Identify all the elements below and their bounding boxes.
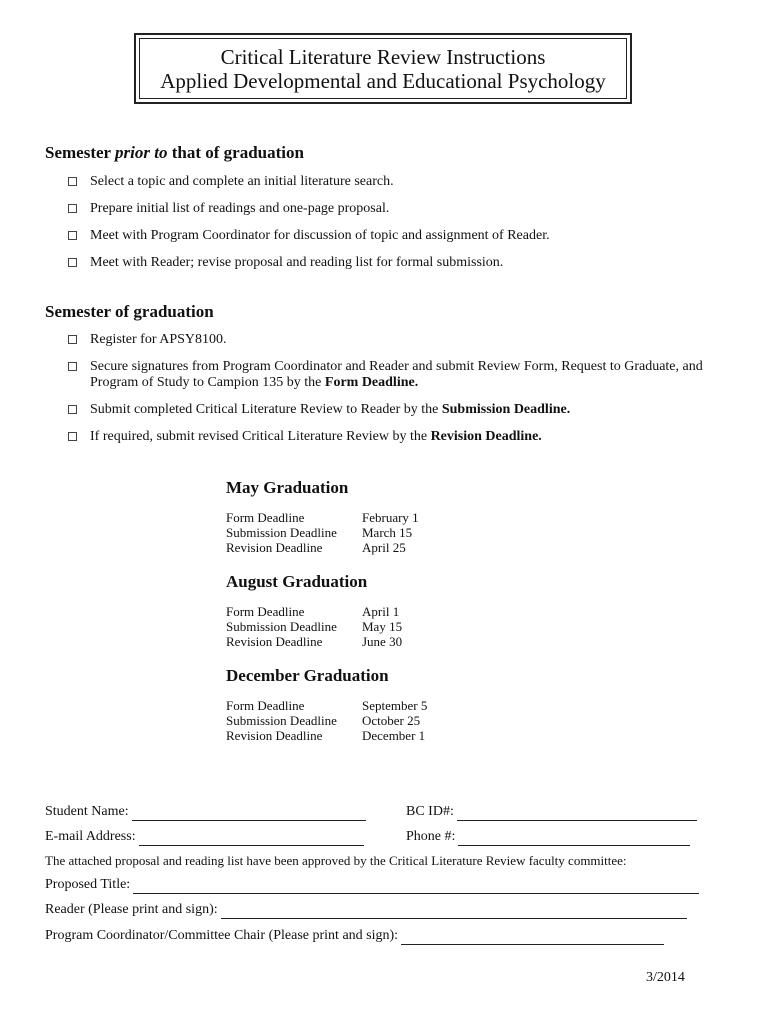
checklist-item bbox=[68, 359, 708, 391]
proposed-title-label: Proposed Title: bbox=[45, 877, 131, 892]
approval-note: The attached proposal and reading list have been approved by the Critical Literature Review faculty committee: bbox=[45, 853, 627, 868]
email-label: E-mail Address: bbox=[45, 829, 136, 844]
section-heading-prior bbox=[45, 143, 304, 163]
section-heading-graduation: Semester of graduation bbox=[45, 302, 214, 321]
deadline-date: June 30 bbox=[362, 634, 403, 649]
checklist-item bbox=[68, 429, 708, 445]
coordinator-label: Program Coordinator/Committee Chair (Please print and sign): bbox=[45, 928, 399, 943]
may-graduation-block bbox=[226, 478, 526, 555]
student-name-field[interactable] bbox=[132, 806, 366, 821]
student-name-label: Student Name: bbox=[45, 804, 129, 819]
checkbox[interactable] bbox=[68, 405, 77, 414]
email-field[interactable] bbox=[139, 831, 364, 846]
deadline-date: February 1 bbox=[362, 510, 419, 525]
checklist-item-text: Secure signatures from Program Coordinator and Reader and submit Review Form, Request to Graduate, and Program of Study to Campion 135 by the bbox=[90, 359, 703, 390]
phone-row bbox=[406, 828, 690, 846]
deadline-row bbox=[226, 525, 526, 540]
deadline-date: May 15 bbox=[362, 619, 403, 634]
checklist-item bbox=[68, 174, 708, 190]
deadline-date: October 25 bbox=[362, 713, 421, 728]
checklist-item bbox=[68, 201, 708, 217]
deadline-label: Form Deadline bbox=[226, 604, 305, 619]
checklist-item bbox=[68, 255, 708, 271]
deadline-row bbox=[226, 510, 526, 525]
august-graduation-title: August Graduation bbox=[226, 572, 368, 591]
checklist-prior bbox=[68, 174, 708, 271]
checkbox[interactable] bbox=[68, 432, 77, 441]
section-heading-prior-prefix: Semester bbox=[45, 143, 116, 162]
checklist-item-text: If required, submit revised Critical Literature Review by the bbox=[90, 429, 431, 444]
checklist-graduation bbox=[68, 332, 708, 445]
deadline-row bbox=[226, 698, 526, 713]
coordinator-row bbox=[45, 927, 664, 945]
deadline-date: April 1 bbox=[362, 604, 400, 619]
checklist-item-text: Submit completed Critical Literature Review to Reader by the bbox=[90, 402, 442, 417]
checklist-item-text: Select a topic and complete an initial literature search. bbox=[90, 174, 394, 189]
checkbox[interactable] bbox=[68, 362, 77, 371]
submission-deadline-emphasis: Submission Deadline. bbox=[441, 402, 571, 417]
deadline-label: Revision Deadline bbox=[226, 540, 323, 555]
deadline-date: April 25 bbox=[362, 540, 406, 555]
checklist-item-text: Meet with Program Coordinator for discussion of topic and assignment of Reader. bbox=[90, 228, 550, 243]
phone-label: Phone #: bbox=[406, 829, 456, 844]
deadline-label: Submission Deadline bbox=[226, 713, 337, 728]
deadline-label: Submission Deadline bbox=[226, 619, 337, 634]
deadline-label: Form Deadline bbox=[226, 510, 305, 525]
checkbox[interactable] bbox=[68, 231, 77, 240]
phone-field[interactable] bbox=[458, 831, 690, 846]
bc-id-field[interactable] bbox=[457, 806, 697, 821]
page-subtitle: Applied Developmental and Educational Psychology bbox=[160, 68, 606, 93]
deadline-label: Revision Deadline bbox=[226, 634, 323, 649]
bc-id-row bbox=[406, 803, 697, 821]
deadline-row bbox=[226, 728, 526, 743]
revision-deadline-emphasis: Revision Deadline. bbox=[430, 429, 542, 444]
document-date: 3/2014 bbox=[646, 970, 685, 985]
title-box-inner bbox=[139, 38, 627, 99]
checklist-item-text: Register for APSY8100. bbox=[90, 332, 227, 347]
reader-label: Reader (Please print and sign): bbox=[45, 902, 218, 917]
checklist-item bbox=[68, 228, 708, 244]
may-graduation-title: May Graduation bbox=[226, 478, 349, 497]
reader-signature-field[interactable] bbox=[221, 904, 687, 919]
deadline-row bbox=[226, 713, 526, 728]
checklist-item-text: Meet with Reader; revise proposal and reading list for formal submission. bbox=[90, 255, 504, 270]
deadline-date: March 15 bbox=[362, 525, 413, 540]
checkbox[interactable] bbox=[68, 258, 77, 267]
december-graduation-title: December Graduation bbox=[226, 666, 389, 685]
deadline-row bbox=[226, 540, 526, 555]
checkbox[interactable] bbox=[68, 177, 77, 186]
section-heading-prior-emph: prior to bbox=[115, 143, 168, 162]
deadline-label: Revision Deadline bbox=[226, 728, 323, 743]
checklist-item bbox=[68, 402, 708, 418]
title-box bbox=[134, 33, 632, 104]
deadline-date: December 1 bbox=[362, 728, 426, 743]
december-graduation-block bbox=[226, 666, 526, 743]
deadline-row bbox=[226, 619, 526, 634]
reader-row bbox=[45, 901, 687, 919]
bc-id-label: BC ID#: bbox=[406, 804, 454, 819]
student-name-row bbox=[45, 803, 366, 821]
deadline-date: September 5 bbox=[362, 698, 428, 713]
page-title: Critical Literature Review Instructions bbox=[220, 44, 546, 69]
form-deadline-emphasis: Form Deadline. bbox=[324, 375, 419, 390]
deadline-label: Submission Deadline bbox=[226, 525, 337, 540]
august-graduation-block bbox=[226, 572, 526, 649]
coordinator-signature-field[interactable] bbox=[401, 930, 664, 945]
checklist-item bbox=[68, 332, 708, 348]
section-heading-prior-suffix: that of graduation bbox=[167, 143, 304, 162]
deadline-row bbox=[226, 634, 526, 649]
checklist-item-text: Prepare initial list of readings and one-page proposal. bbox=[90, 201, 390, 216]
deadline-label: Form Deadline bbox=[226, 698, 305, 713]
proposed-title-field[interactable] bbox=[133, 879, 699, 894]
proposed-title-row bbox=[45, 876, 699, 894]
deadline-row bbox=[226, 604, 526, 619]
checkbox[interactable] bbox=[68, 335, 77, 344]
checkbox[interactable] bbox=[68, 204, 77, 213]
email-row bbox=[45, 828, 364, 846]
